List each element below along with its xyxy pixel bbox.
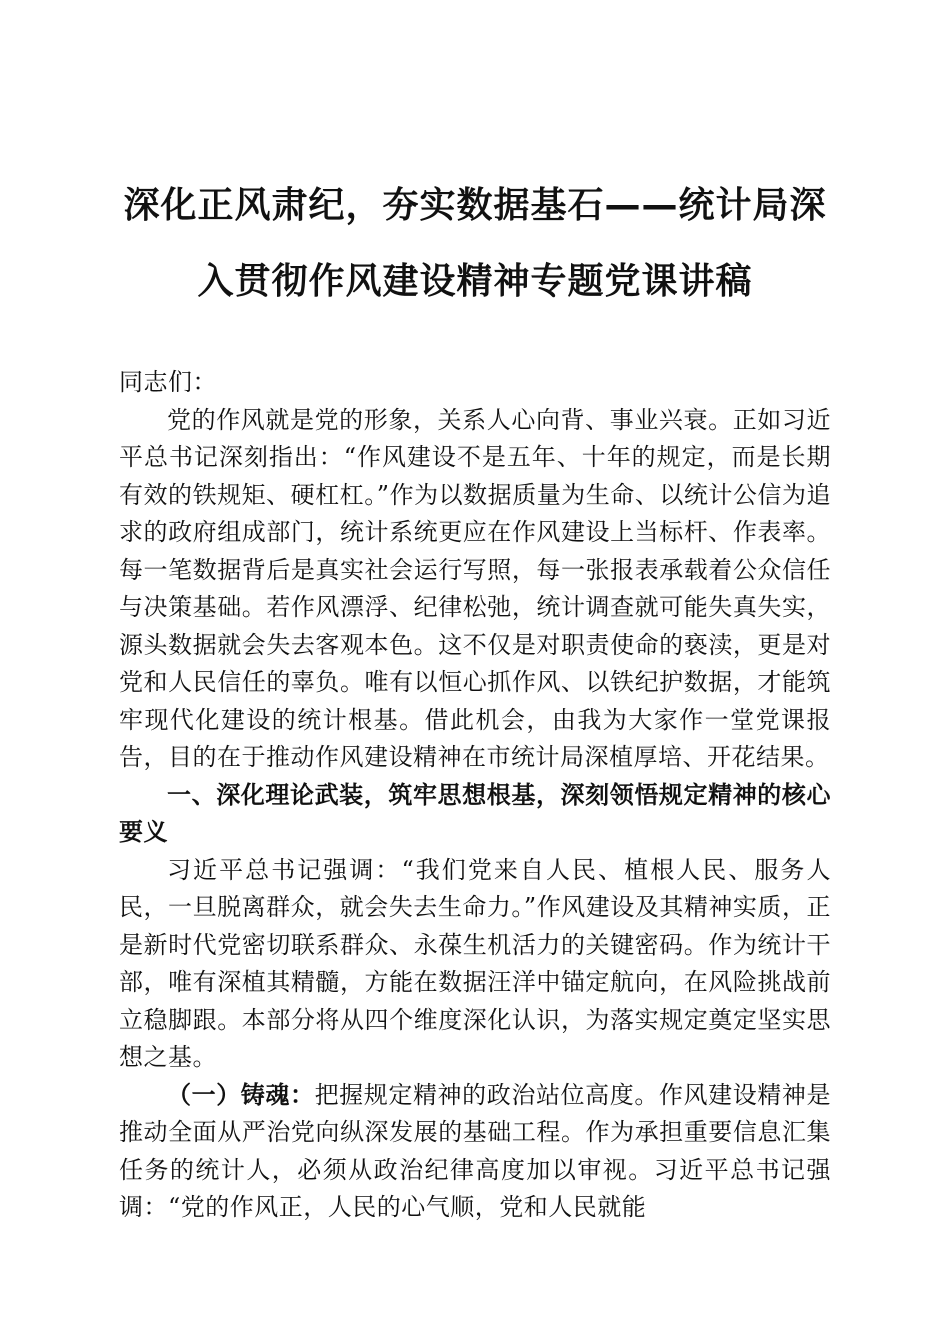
subsection-1-text: 把握规定精神的政治站位高度。作风建设精神是推动全面从严治党向纵深发展的基础工程。作为承担重要信息汇集任务的统计人，必须从政治纪律高度加以审视。习近平总书记强调：“党的作风正，人民的心气顺，党和人民就能 [119,1080,831,1221]
intro-paragraph: 党的作风就是党的形象，关系人心向背、事业兴衰。正如习近平总书记深刻指出：“作风建设不是五年、十年的规定，而是长期有效的铁规矩、硬杠杠。”作为以数据质量为生命、以统计公信为追求的政府组成部门，统计系统更应在作风建设上当标杆、作表率。每一笔数据背后是真实社会运行写照，每一张报表承载着公众信任与决策基础。若作风漂浮、纪律松弛，统计调查就可能失真失实，源头数据就会失去客观本色。这不仅是对职责使命的亵渎，更是对党和人民信任的辜负。唯有以恒心抓作风、以铁纪护数据，才能筑牢现代化建设的统计根基。借此机会，由我为大家作一堂党课报告，目的在于推动作风建设精神在市统计局深植厚培、开花结果。 [119,405,831,771]
section-1-paragraph: 习近平总书记强调：“我们党来自人民、植根人民、服务人民，一旦脱离群众，就会失去生命力。”作风建设及其精神实质，正是新时代党密切联系群众、永葆生机活力的关键密码。作为统计干部，唯有深植其精髓，方能在数据汪洋中锚定航向，在风险挑战前立稳脚跟。本部分将从四个维度深化认识，为落实规定奠定坚实思想之基。 [119,855,831,1071]
document-body [119,364,831,1227]
salutation: 同志们： [119,368,217,396]
document-title: 深化正风肃纪，夯实数据基石——统计局深入贯彻作风建设精神专题党课讲稿 [123,185,827,302]
section-heading-1: 一、深化理论武装，筑牢思想根基，深刻领悟规定精神的核心要义 [119,780,831,846]
subsection-1-label: （一）铸魂： [167,1080,315,1109]
subsection-1-paragraph [119,1077,831,1227]
